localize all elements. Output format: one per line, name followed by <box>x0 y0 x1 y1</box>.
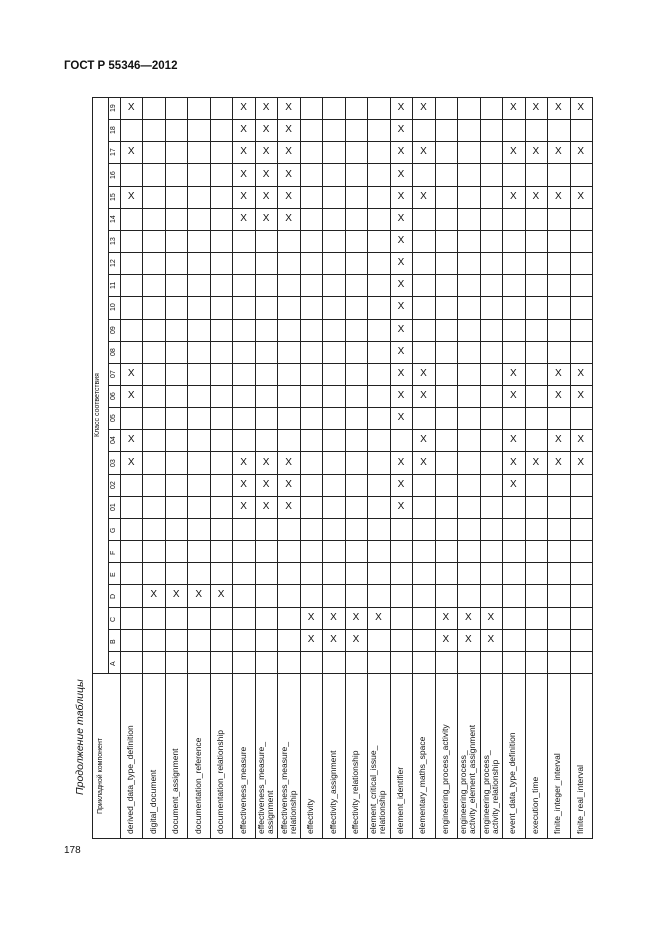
component-column-line <box>435 97 436 838</box>
class-row-line <box>108 363 592 364</box>
class-code-19: 19 <box>110 104 117 113</box>
class-row-line <box>108 186 592 187</box>
class-code-E: E <box>110 572 117 578</box>
conformance-mark: X <box>577 102 585 114</box>
conformance-mark: X <box>397 390 405 402</box>
conformance-mark: X <box>465 633 472 645</box>
conformance-mark: X <box>509 190 517 202</box>
conformance-mark: X <box>420 190 427 202</box>
component-name: element_identifier <box>394 766 405 834</box>
component-name: relationship <box>287 790 298 834</box>
conformance-mark: X <box>509 390 517 402</box>
class-row-line <box>108 385 592 386</box>
conformance-mark: X <box>127 434 135 446</box>
conformance-mark: X <box>285 102 292 114</box>
conformance-mark: X <box>352 633 360 645</box>
conformance-mark: X <box>285 478 292 490</box>
conformance-mark: X <box>240 190 247 202</box>
conformance-mark: X <box>420 434 427 446</box>
component-column-line <box>255 97 256 838</box>
document-standard-header: ГОСТ Р 55346—2012 <box>64 60 178 72</box>
conformance-mark: X <box>397 367 405 379</box>
class-code-07: 07 <box>110 370 117 378</box>
component-column-line <box>322 97 323 838</box>
conformance-mark: X <box>240 168 247 180</box>
component-column-line <box>165 97 166 838</box>
conformance-mark: X <box>397 301 405 313</box>
conformance-mark: X <box>127 146 135 158</box>
conformance-mark: X <box>262 146 270 158</box>
conformance-mark: X <box>285 500 292 512</box>
component-column-line <box>570 97 571 838</box>
conformance-mark: X <box>509 434 517 446</box>
table-continuation-caption: Продолжение таблицы <box>74 679 86 795</box>
conformance-mark: X <box>397 235 405 246</box>
conformance-mark: X <box>397 190 405 202</box>
conformance-mark: X <box>240 212 247 224</box>
conformance-mark: X <box>420 367 427 379</box>
conformance-mark: X <box>420 102 427 114</box>
class-row-line <box>108 562 592 563</box>
conformance-mark: X <box>509 102 517 114</box>
component-column-line <box>390 97 391 838</box>
component-name: engineering_process_ <box>458 750 469 834</box>
conformance-mark: X <box>577 367 585 379</box>
class-code-13: 13 <box>110 237 117 245</box>
conformance-mark: X <box>509 478 517 490</box>
conformance-mark: X <box>217 589 225 601</box>
conformance-mark: X <box>397 124 405 136</box>
class-code-01: 01 <box>110 503 117 511</box>
conformance-mark: X <box>262 456 270 468</box>
conformance-mark: X <box>240 456 247 468</box>
conformance-mark: X <box>397 257 405 269</box>
class-code-F: F <box>110 550 117 556</box>
class-row-line <box>108 296 592 297</box>
conformance-mark: X <box>397 478 405 490</box>
conformance-mark: X <box>397 412 405 424</box>
conformance-mark: X <box>307 611 315 623</box>
conformance-mark: X <box>442 611 450 623</box>
conformance-mark: X <box>127 456 135 468</box>
conformance-mark: X <box>352 611 360 623</box>
class-row-line <box>108 607 592 608</box>
conformance-mark: X <box>509 456 517 468</box>
class-row-line <box>108 208 592 209</box>
conformance-mark: X <box>577 390 585 402</box>
component-column-line <box>412 97 413 838</box>
table-border-top <box>92 97 592 98</box>
component-name: relationship <box>377 790 388 834</box>
conformance-mark: X <box>307 633 315 645</box>
conformance-mark: X <box>262 124 270 136</box>
component-name: document_assignment <box>170 748 181 834</box>
component-column-line <box>277 97 278 838</box>
class-code-G: G <box>110 527 117 533</box>
conformance-mark: X <box>285 212 292 224</box>
class-row-line <box>108 407 592 408</box>
group-header-label: Класс соответствия <box>94 373 101 437</box>
component-column-line <box>525 97 526 838</box>
component-name: elementary_maths_space <box>417 736 428 834</box>
class-code-12: 12 <box>110 259 117 268</box>
conformance-mark: X <box>554 434 562 446</box>
class-row-line <box>108 429 592 430</box>
conformance-mark: X <box>554 390 562 402</box>
conformance-mark: X <box>330 633 337 645</box>
component-name: engineering_process_ <box>480 750 491 834</box>
class-code-06: 06 <box>110 392 117 401</box>
conformance-mark: X <box>397 456 405 468</box>
conformance-mark: X <box>554 367 562 379</box>
class-code-05: 05 <box>110 414 117 423</box>
class-row-line <box>108 141 592 142</box>
component-name: effectiveness_measure_ <box>278 742 289 834</box>
class-row-line <box>108 319 592 320</box>
conformance-mark: X <box>420 390 427 402</box>
conformance-mark: X <box>127 390 135 402</box>
conformance-mark: X <box>532 456 540 468</box>
component-name: activity_element_assignment <box>467 724 478 834</box>
class-code-10: 10 <box>110 303 117 312</box>
component-column-line <box>502 97 503 838</box>
component-name: finite_integer_interval <box>552 753 563 834</box>
conformance-mark: X <box>262 212 270 224</box>
component-name: execution_time <box>529 776 540 834</box>
conformance-mark: X <box>240 102 247 114</box>
component-column-line <box>547 97 548 838</box>
class-code-17: 17 <box>110 148 117 157</box>
class-code-03: 03 <box>110 458 117 467</box>
conformance-mark: X <box>262 168 270 180</box>
component-column-line <box>120 97 121 838</box>
conformance-mark: X <box>240 146 247 158</box>
conformance-mark: X <box>577 146 585 158</box>
class-code-11: 11 <box>110 282 117 290</box>
conformance-mark: X <box>554 456 562 468</box>
class-code-C: C <box>110 616 117 622</box>
class-code-16: 16 <box>110 170 117 179</box>
class-row-line <box>108 629 592 630</box>
component-name: assignment <box>265 790 276 834</box>
component-column-line <box>592 97 593 838</box>
component-name: digital_document <box>147 769 158 834</box>
class-row-line <box>108 341 592 342</box>
conformance-mark: X <box>397 323 405 335</box>
conformance-mark: X <box>509 367 517 379</box>
conformance-mark: X <box>375 611 382 623</box>
conformance-mark: X <box>397 345 405 357</box>
conformance-mark: X <box>262 478 270 490</box>
component-name: documentation_reference <box>192 737 203 834</box>
class-row-line <box>108 274 592 275</box>
component-column-line <box>187 97 188 838</box>
row-header-label: Прикладной компонент <box>97 737 104 814</box>
conformance-mark: X <box>127 190 135 202</box>
conformance-mark: X <box>397 212 405 224</box>
component-name: effectiveness_measure <box>237 746 248 834</box>
class-row-line <box>108 540 592 541</box>
component-name: effectiveness_measure_ <box>256 742 267 834</box>
class-code-04: 04 <box>110 436 117 445</box>
class-code-B: B <box>110 639 117 644</box>
conformance-mark: X <box>554 102 562 114</box>
conformance-mark: X <box>532 190 540 202</box>
component-column-line <box>457 97 458 838</box>
conformance-mark: X <box>509 146 517 158</box>
conformance-mark: X <box>330 611 337 623</box>
component-name: activity_relationship <box>489 759 500 834</box>
component-column-line <box>345 97 346 838</box>
conformance-mark: X <box>420 456 427 468</box>
conformance-mark: X <box>577 434 585 446</box>
conformance-mark: X <box>397 102 405 114</box>
conformance-mark: X <box>262 500 270 512</box>
component-column-line <box>300 97 301 838</box>
conformance-mark: X <box>577 456 585 468</box>
class-band-bottom-line <box>92 673 592 674</box>
conformance-mark: X <box>420 146 427 158</box>
table-border-bottom <box>92 838 593 839</box>
conformance-mark: X <box>397 500 405 512</box>
conformance-mark: X <box>397 279 405 291</box>
conformance-mark: X <box>240 124 247 136</box>
class-code-18: 18 <box>110 126 117 135</box>
conformance-mark: X <box>240 500 247 512</box>
class-row-line <box>108 651 592 652</box>
class-code-D: D <box>110 594 117 600</box>
conformance-mark: X <box>487 633 495 645</box>
component-name: event_data_type_definition <box>507 732 518 834</box>
conformance-mark: X <box>285 456 292 468</box>
class-row-line <box>108 584 592 585</box>
table-border-left <box>92 97 93 838</box>
class-row-line <box>108 252 592 253</box>
class-code-08: 08 <box>110 347 117 356</box>
class-row-line <box>108 518 592 519</box>
component-name: effectivity <box>305 798 316 834</box>
conformance-mark: X <box>240 478 247 490</box>
conformance-mark: X <box>127 102 135 114</box>
component-name: element_critical_issue_ <box>368 745 379 834</box>
conformance-mark: X <box>285 190 292 202</box>
component-name: finite_real_interval <box>574 765 585 834</box>
class-row-line <box>108 119 592 120</box>
conformance-mark: X <box>577 190 585 202</box>
component-name: documentation_relationship <box>215 730 226 834</box>
conformance-mark: X <box>532 146 540 158</box>
conformance-mark: X <box>285 168 292 180</box>
conformance-mark: X <box>195 589 202 601</box>
conformance-mark: X <box>554 190 562 202</box>
component-name: effectivity_relationship <box>350 750 360 834</box>
class-row-line <box>108 163 592 164</box>
class-code-14: 14 <box>110 215 117 223</box>
component-name: effectivity_assignment <box>327 750 338 834</box>
class-code-02: 02 <box>110 480 117 489</box>
conformance-mark: X <box>554 146 562 158</box>
conformance-mark: X <box>397 168 405 180</box>
conformance-mark: X <box>262 102 270 114</box>
component-column-line <box>232 97 233 838</box>
class-row-line <box>108 474 592 475</box>
conformance-mark: X <box>442 633 450 645</box>
class-row-line <box>108 496 592 497</box>
conformance-mark: X <box>465 611 472 623</box>
conformance-mark: X <box>127 367 135 379</box>
class-code-15: 15 <box>110 192 117 201</box>
component-name: derived_data_type_definition <box>125 725 136 834</box>
component-column-line <box>210 97 211 838</box>
conformance-mark: X <box>532 102 540 114</box>
page-number: 178 <box>64 845 81 856</box>
conformance-mark: X <box>285 124 292 136</box>
conformance-mark: X <box>172 589 180 601</box>
conformance-mark: X <box>150 589 158 601</box>
component-column-line <box>367 97 368 838</box>
class-code-A: A <box>110 661 117 666</box>
class-row-line <box>108 230 592 231</box>
component-column-line <box>480 97 481 838</box>
conformance-mark: X <box>285 146 292 158</box>
conformance-mark: X <box>487 611 495 623</box>
class-code-09: 09 <box>110 325 117 334</box>
conformance-mark: X <box>397 146 405 158</box>
component-name: engineering_process_activity <box>439 724 450 834</box>
conformance-mark: X <box>262 190 270 202</box>
class-row-line <box>108 451 592 452</box>
component-column-line <box>142 97 143 838</box>
